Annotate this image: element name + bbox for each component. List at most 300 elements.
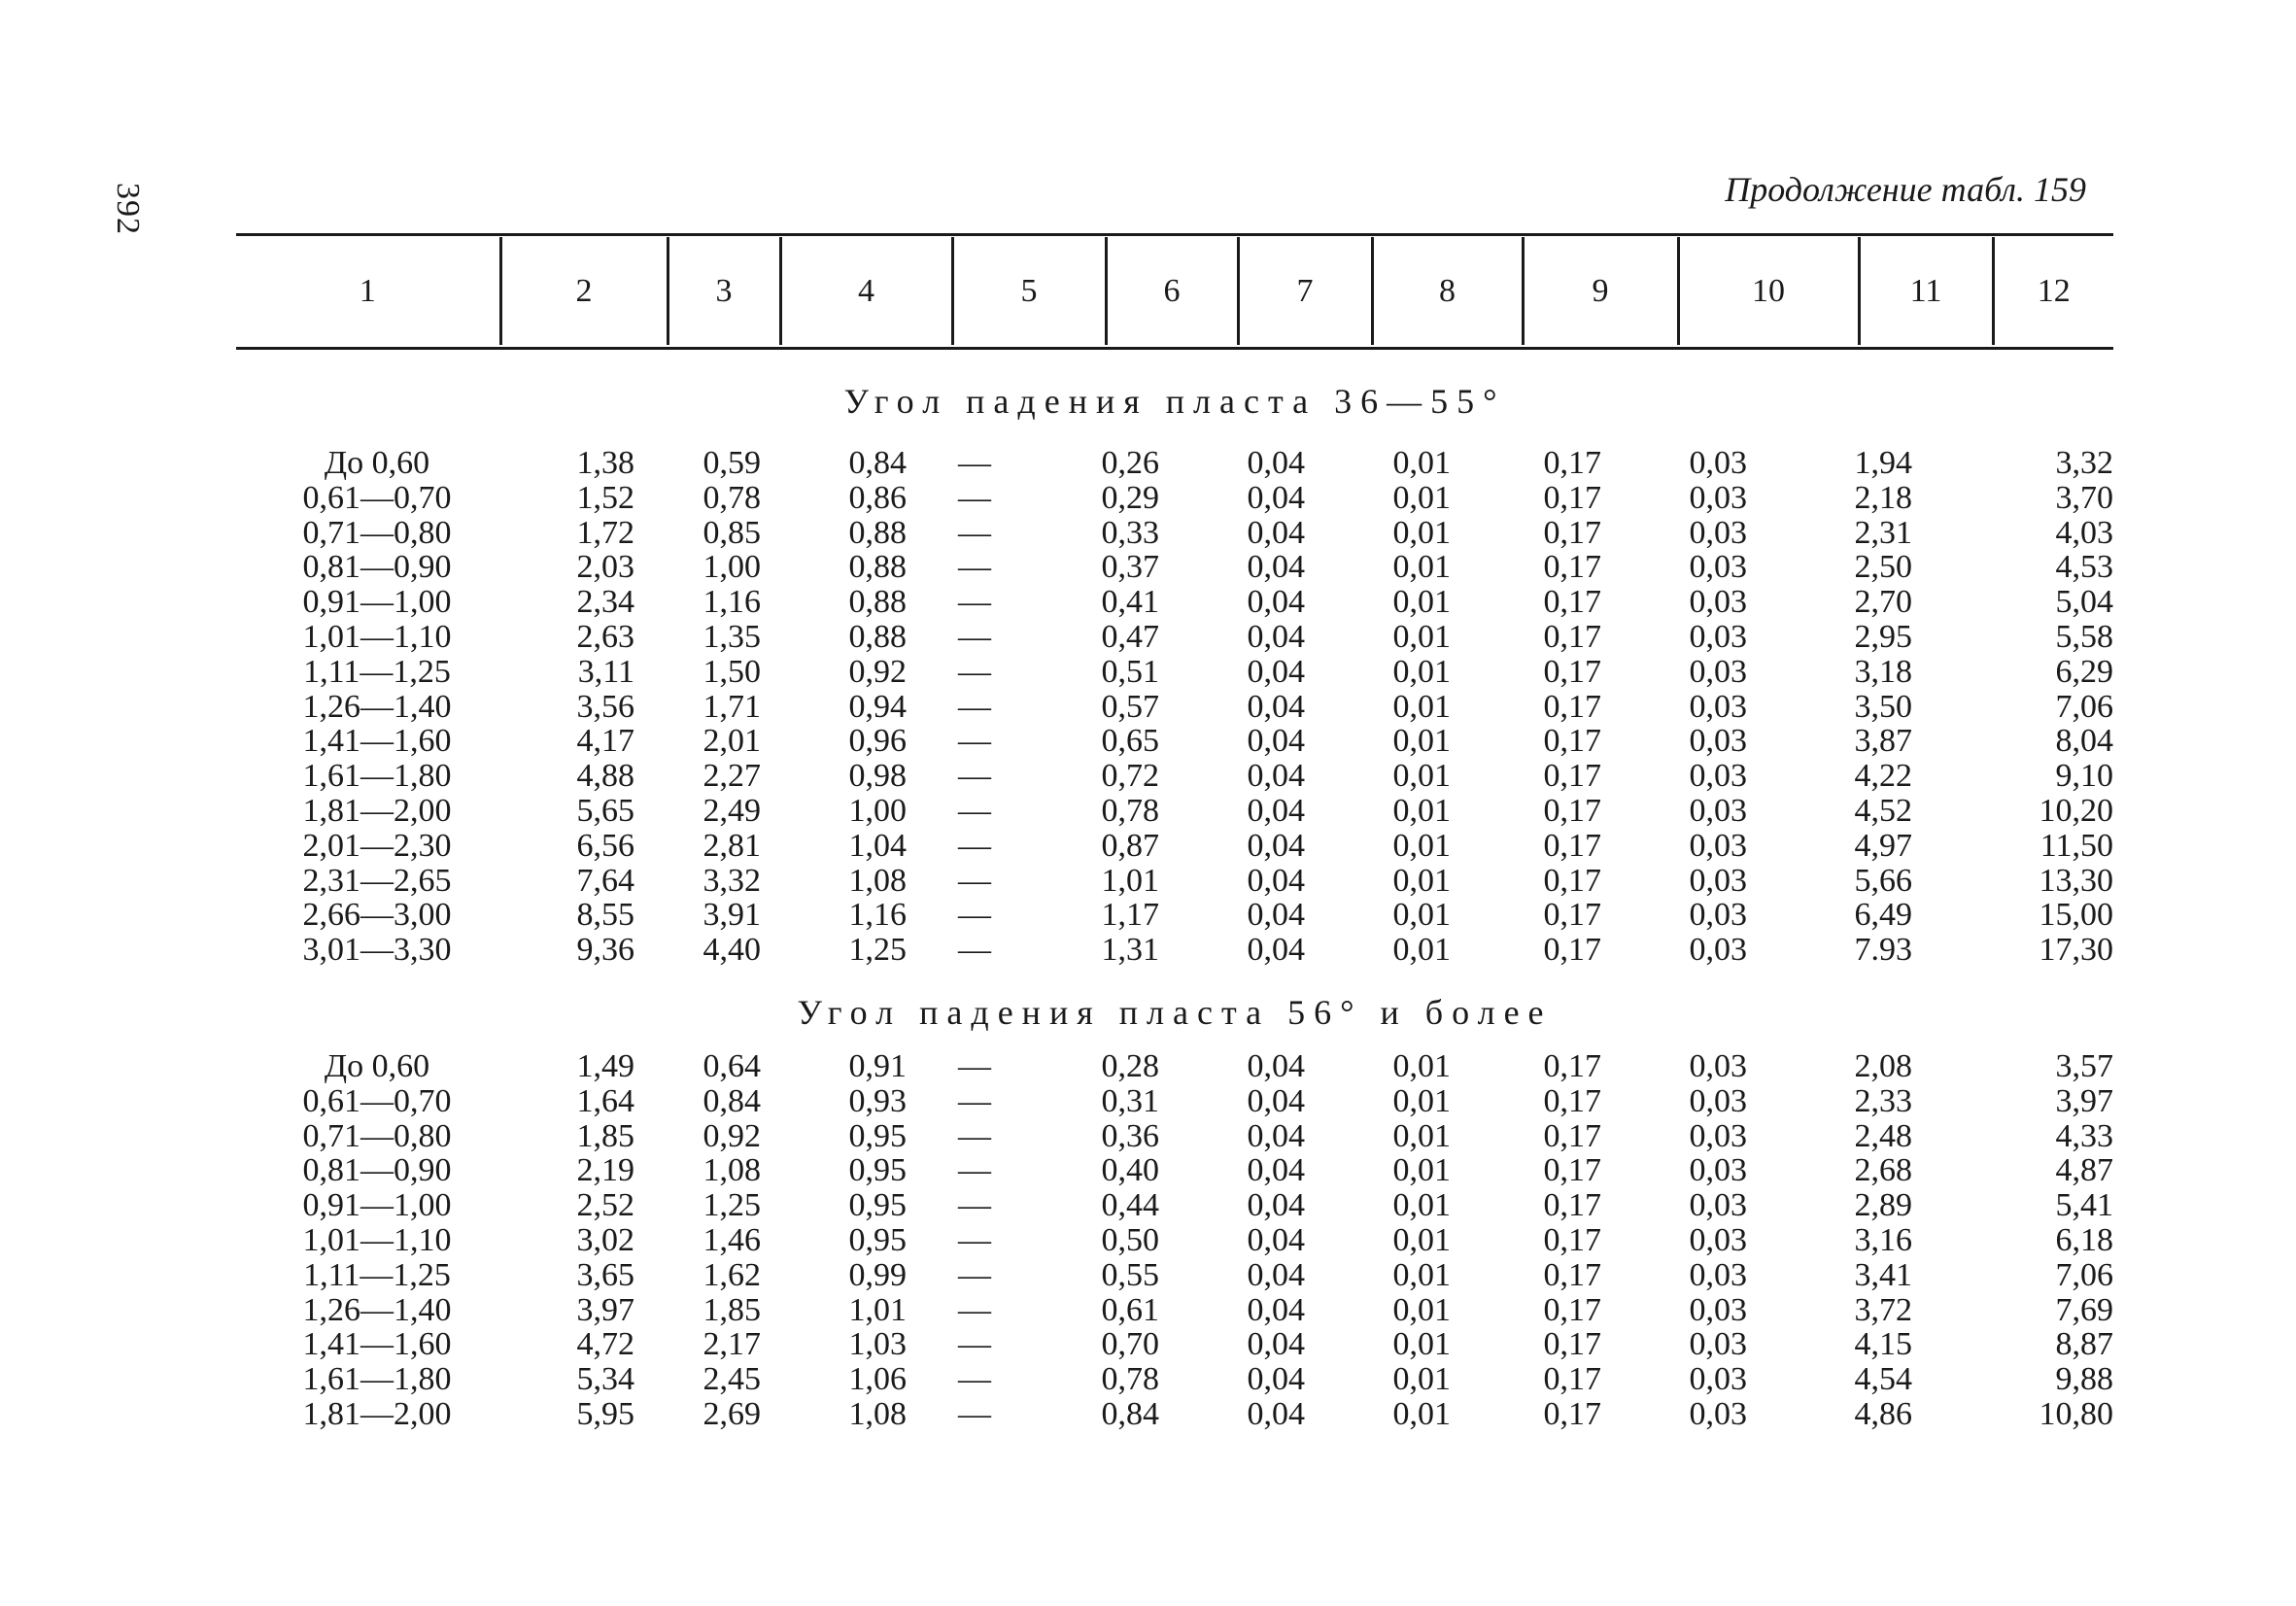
table-cell-col-3: 1,16 xyxy=(703,584,761,621)
table-cell-col-11: 2,33 xyxy=(1854,1082,1912,1119)
table-cell-col-12: 10,20 xyxy=(2039,792,2113,829)
table-cell-col-1: 1,41—1,60 xyxy=(302,1326,452,1363)
table-cell-col-11: 2,31 xyxy=(1854,514,1912,551)
table-row xyxy=(236,481,2113,516)
table-cell-col-7: 0,04 xyxy=(1247,479,1305,516)
table-cell-col-5: — xyxy=(958,932,991,969)
table-cell-col-7: 0,04 xyxy=(1247,1082,1305,1119)
table-row xyxy=(236,1223,2113,1258)
table-cell-col-5: — xyxy=(958,897,991,934)
table-cell-col-9: 0,17 xyxy=(1543,479,1601,516)
table-cell-col-12: 6,29 xyxy=(2055,653,2113,690)
table-cell-col-8: 0,01 xyxy=(1392,549,1451,586)
table-cell-col-3: 1,71 xyxy=(703,688,761,725)
table-cell-col-5: — xyxy=(958,1187,991,1224)
table-cell-col-9: 0,17 xyxy=(1543,1187,1601,1224)
column-header-3: 3 xyxy=(668,237,780,345)
table-cell-col-9: 0,17 xyxy=(1543,445,1601,481)
table-cell-col-12: 4,87 xyxy=(2055,1152,2113,1189)
table-cell-col-9: 0,17 xyxy=(1543,584,1601,621)
table-row xyxy=(236,1119,2113,1154)
table-cell-col-3: 1,25 xyxy=(703,1187,761,1224)
table-cell-col-5: — xyxy=(958,1082,991,1119)
table-row xyxy=(236,516,2113,551)
table-cell-col-5: — xyxy=(958,1395,991,1432)
table-cell-col-1: 1,61—1,80 xyxy=(302,1361,452,1398)
table-cell-col-5: — xyxy=(958,1152,991,1189)
table-cell-col-11: 2,18 xyxy=(1854,479,1912,516)
section-title: Угол падения пласта 56° и более xyxy=(797,993,1553,1032)
table-cell-col-12: 9,88 xyxy=(2055,1361,2113,1398)
table-cell-col-7: 0,04 xyxy=(1247,1117,1305,1154)
table-cell-col-10: 0,03 xyxy=(1689,758,1747,795)
table-cell-col-12: 15,00 xyxy=(2039,897,2113,934)
table-cell-col-7: 0,04 xyxy=(1247,549,1305,586)
table-cell-col-8: 0,01 xyxy=(1392,1221,1451,1258)
table-cell-col-7: 0,04 xyxy=(1247,514,1305,551)
table-cell-col-4: 0,91 xyxy=(848,1048,907,1084)
table-cell-col-4: 0,95 xyxy=(848,1117,907,1154)
table-cell-col-7: 0,04 xyxy=(1247,1361,1305,1398)
table-cell-col-6: 0,51 xyxy=(1101,653,1159,690)
table-cell-col-7: 0,04 xyxy=(1247,688,1305,725)
table-cell-col-2: 5,34 xyxy=(576,1361,634,1398)
table-cell-col-10: 0,03 xyxy=(1689,897,1747,934)
header-top-rule xyxy=(236,233,2113,236)
table-cell-col-5: — xyxy=(958,688,991,725)
table-cell-col-10: 0,03 xyxy=(1689,1117,1747,1154)
table-row xyxy=(236,1153,2113,1188)
table-cell-col-2: 4,17 xyxy=(576,723,634,760)
table-cell-col-11: 3,72 xyxy=(1854,1291,1912,1328)
table-cell-col-5: — xyxy=(958,1221,991,1258)
table-cell-col-6: 0,65 xyxy=(1101,723,1159,760)
table-cell-col-10: 0,03 xyxy=(1689,1048,1747,1084)
table-row xyxy=(236,550,2113,585)
table-cell-col-2: 2,19 xyxy=(576,1152,634,1189)
column-header-11: 11 xyxy=(1859,237,1993,345)
table-cell-col-1: 0,71—0,80 xyxy=(302,1117,452,1154)
table-cell-col-11: 1,94 xyxy=(1854,445,1912,481)
table-cell-col-3: 1,62 xyxy=(703,1256,761,1293)
table-cell-col-12: 3,57 xyxy=(2055,1048,2113,1084)
table-cell-col-7: 0,04 xyxy=(1247,653,1305,690)
table-cell-col-5: — xyxy=(958,1361,991,1398)
table-cell-col-12: 7,06 xyxy=(2055,688,2113,725)
table-cell-col-8: 0,01 xyxy=(1392,1187,1451,1224)
table-cell-col-9: 0,17 xyxy=(1543,1152,1601,1189)
table-cell-col-2: 3,02 xyxy=(576,1221,634,1258)
column-header-10: 10 xyxy=(1678,237,1859,345)
table-cell-col-2: 3,56 xyxy=(576,688,634,725)
table-cell-col-4: 0,92 xyxy=(848,653,907,690)
table-cell-col-9: 0,17 xyxy=(1543,723,1601,760)
table-cell-col-6: 0,31 xyxy=(1101,1082,1159,1119)
table-cell-col-9: 0,17 xyxy=(1543,1326,1601,1363)
table-cell-col-4: 0,98 xyxy=(848,758,907,795)
table-cell-col-9: 0,17 xyxy=(1543,897,1601,934)
table-cell-col-1: 0,81—0,90 xyxy=(302,1152,452,1189)
table-cell-col-11: 2,89 xyxy=(1854,1187,1912,1224)
table-cell-col-4: 1,01 xyxy=(848,1291,907,1328)
table-cell-col-8: 0,01 xyxy=(1392,688,1451,725)
table-cell-col-6: 0,47 xyxy=(1101,618,1159,655)
column-header-12: 12 xyxy=(1993,237,2113,345)
table-cell-col-1: 0,81—0,90 xyxy=(302,549,452,586)
table-cell-col-3: 3,91 xyxy=(703,897,761,934)
table-row xyxy=(236,1084,2113,1119)
table-cell-col-6: 0,87 xyxy=(1101,827,1159,864)
table-cell-col-10: 0,03 xyxy=(1689,723,1747,760)
table-cell-col-8: 0,01 xyxy=(1392,618,1451,655)
table-cell-col-1: 2,66—3,00 xyxy=(302,897,452,934)
table-cell-col-2: 1,52 xyxy=(576,479,634,516)
table-cell-col-6: 0,40 xyxy=(1101,1152,1159,1189)
table-cell-col-2: 1,38 xyxy=(576,445,634,481)
table-cell-col-2: 1,49 xyxy=(576,1048,634,1084)
table-cell-col-1: 1,61—1,80 xyxy=(302,758,452,795)
table-cell-col-9: 0,17 xyxy=(1543,1291,1601,1328)
column-header-4: 4 xyxy=(780,237,952,345)
table-cell-col-4: 0,84 xyxy=(848,445,907,481)
table-cell-col-5: — xyxy=(958,584,991,621)
table-cell-col-4: 1,25 xyxy=(848,932,907,969)
table-cell-col-9: 0,17 xyxy=(1543,827,1601,864)
table-cell-col-12: 4,53 xyxy=(2055,549,2113,586)
table-cell-col-3: 0,59 xyxy=(703,445,761,481)
table-cell-col-3: 2,27 xyxy=(703,758,761,795)
table-cell-col-11: 4,97 xyxy=(1854,827,1912,864)
table-row xyxy=(236,898,2113,933)
table-cell-col-6: 0,37 xyxy=(1101,549,1159,586)
table-cell-col-7: 0,04 xyxy=(1247,1395,1305,1432)
table-cell-col-10: 0,03 xyxy=(1689,1361,1747,1398)
table-cell-col-4: 1,16 xyxy=(848,897,907,934)
table-cell-col-6: 0,78 xyxy=(1101,1361,1159,1398)
table-cell-col-12: 5,41 xyxy=(2055,1187,2113,1224)
table-cell-col-8: 0,01 xyxy=(1392,653,1451,690)
table-cell-col-12: 3,97 xyxy=(2055,1082,2113,1119)
table-cell-col-1: 0,71—0,80 xyxy=(302,514,452,551)
table-cell-col-10: 0,03 xyxy=(1689,1395,1747,1432)
table-cell-col-12: 8,87 xyxy=(2055,1326,2113,1363)
table-cell-col-7: 0,04 xyxy=(1247,1256,1305,1293)
table-cell-col-3: 2,69 xyxy=(703,1395,761,1432)
table-cell-col-10: 0,03 xyxy=(1689,1082,1747,1119)
table-cell-col-5: — xyxy=(958,758,991,795)
table-cell-col-9: 0,17 xyxy=(1543,1117,1601,1154)
table-cell-col-6: 1,17 xyxy=(1101,897,1159,934)
table-cell-col-8: 0,01 xyxy=(1392,932,1451,969)
table-cell-col-11: 4,22 xyxy=(1854,758,1912,795)
table-cell-col-1: До 0,60 xyxy=(324,445,430,481)
table-cell-col-5: — xyxy=(958,1326,991,1363)
table-cell-col-11: 7.93 xyxy=(1854,932,1912,969)
table-row xyxy=(236,829,2113,864)
table-row xyxy=(236,655,2113,690)
table-cell-col-10: 0,03 xyxy=(1689,932,1747,969)
table-row xyxy=(236,1327,2113,1362)
table-cell-col-5: — xyxy=(958,1256,991,1293)
table-cell-col-11: 3,41 xyxy=(1854,1256,1912,1293)
table-cell-col-4: 0,93 xyxy=(848,1082,907,1119)
table-cell-col-6: 0,61 xyxy=(1101,1291,1159,1328)
data-table-section-1 xyxy=(236,446,2113,968)
table-cell-col-1: 1,11—1,25 xyxy=(303,1256,451,1293)
table-cell-col-2: 3,65 xyxy=(576,1256,634,1293)
table-cell-col-8: 0,01 xyxy=(1392,445,1451,481)
column-header-9: 9 xyxy=(1523,237,1678,345)
table-cell-col-2: 7,64 xyxy=(576,862,634,899)
table-cell-col-3: 1,85 xyxy=(703,1291,761,1328)
table-cell-col-9: 0,17 xyxy=(1543,792,1601,829)
table-cell-col-10: 0,03 xyxy=(1689,549,1747,586)
table-cell-col-4: 0,88 xyxy=(848,618,907,655)
table-cell-col-3: 0,85 xyxy=(703,514,761,551)
table-cell-col-5: — xyxy=(958,514,991,551)
table-cell-col-2: 2,34 xyxy=(576,584,634,621)
table-cell-col-8: 0,01 xyxy=(1392,1048,1451,1084)
table-cell-col-12: 5,58 xyxy=(2055,618,2113,655)
table-cell-col-1: 0,91—1,00 xyxy=(302,584,452,621)
table-cell-col-3: 0,92 xyxy=(703,1117,761,1154)
table-cell-col-2: 2,03 xyxy=(576,549,634,586)
table-cell-col-5: — xyxy=(958,549,991,586)
table-row xyxy=(236,1188,2113,1223)
table-cell-col-2: 9,36 xyxy=(576,932,634,969)
table-cell-col-12: 7,06 xyxy=(2055,1256,2113,1293)
table-cell-col-9: 0,17 xyxy=(1543,618,1601,655)
table-cell-col-12: 13,30 xyxy=(2039,862,2113,899)
table-cell-col-6: 1,01 xyxy=(1101,862,1159,899)
table-cell-col-11: 2,50 xyxy=(1854,549,1912,586)
table-cell-col-9: 0,17 xyxy=(1543,1221,1601,1258)
table-cell-col-1: 0,91—1,00 xyxy=(302,1187,452,1224)
table-cell-col-2: 3,97 xyxy=(576,1291,634,1328)
table-cell-col-1: 0,61—0,70 xyxy=(302,479,452,516)
table-cell-col-7: 0,04 xyxy=(1247,758,1305,795)
table-cell-col-11: 3,87 xyxy=(1854,723,1912,760)
table-cell-col-9: 0,17 xyxy=(1543,549,1601,586)
table-cell-col-1: 1,01—1,10 xyxy=(302,1221,452,1258)
table-cell-col-11: 5,66 xyxy=(1854,862,1912,899)
table-cell-col-1: 1,26—1,40 xyxy=(302,688,452,725)
table-cell-col-6: 0,36 xyxy=(1101,1117,1159,1154)
table-cell-col-1: 1,81—2,00 xyxy=(302,1395,452,1432)
table-cell-col-12: 11,50 xyxy=(2039,827,2113,864)
table-cell-col-9: 0,17 xyxy=(1543,653,1601,690)
table-cell-col-4: 0,94 xyxy=(848,688,907,725)
column-header xyxy=(236,237,2113,345)
table-cell-col-8: 0,01 xyxy=(1392,897,1451,934)
table-cell-col-3: 1,50 xyxy=(703,653,761,690)
table-cell-col-11: 3,16 xyxy=(1854,1221,1912,1258)
table-cell-col-11: 2,68 xyxy=(1854,1152,1912,1189)
table-cell-col-12: 4,03 xyxy=(2055,514,2113,551)
table-cell-col-8: 0,01 xyxy=(1392,514,1451,551)
table-cell-col-8: 0,01 xyxy=(1392,1152,1451,1189)
table-cell-col-8: 0,01 xyxy=(1392,1117,1451,1154)
table-cell-col-9: 0,17 xyxy=(1543,688,1601,725)
table-cell-col-10: 0,03 xyxy=(1689,618,1747,655)
table-cell-col-3: 2,81 xyxy=(703,827,761,864)
column-header-6: 6 xyxy=(1106,237,1238,345)
table-cell-col-2: 2,52 xyxy=(576,1187,634,1224)
table-cell-col-5: — xyxy=(958,792,991,829)
table-cell-col-7: 0,04 xyxy=(1247,1048,1305,1084)
table-cell-col-11: 2,95 xyxy=(1854,618,1912,655)
table-cell-col-7: 0,04 xyxy=(1247,584,1305,621)
table-cell-col-10: 0,03 xyxy=(1689,1221,1747,1258)
table-row xyxy=(236,690,2113,725)
table-cell-col-7: 0,04 xyxy=(1247,1326,1305,1363)
table-cell-col-5: — xyxy=(958,653,991,690)
table-cell-col-6: 1,31 xyxy=(1101,932,1159,969)
table-cell-col-8: 0,01 xyxy=(1392,723,1451,760)
table-cell-col-7: 0,04 xyxy=(1247,792,1305,829)
table-cell-col-12: 6,18 xyxy=(2055,1221,2113,1258)
table-cell-col-2: 1,72 xyxy=(576,514,634,551)
table-row xyxy=(236,1049,2113,1084)
table-cell-col-12: 8,04 xyxy=(2055,723,2113,760)
table-cell-col-9: 0,17 xyxy=(1543,932,1601,969)
table-row xyxy=(236,620,2113,655)
column-header-8: 8 xyxy=(1372,237,1523,345)
table-cell-col-7: 0,04 xyxy=(1247,723,1305,760)
table-row xyxy=(236,1258,2113,1293)
table-cell-col-2: 1,85 xyxy=(576,1117,634,1154)
table-cell-col-8: 0,01 xyxy=(1392,792,1451,829)
section-title: Угол падения пласта 36—55° xyxy=(843,382,1506,421)
table-cell-col-2: 3,11 xyxy=(577,653,634,690)
table-cell-col-5: — xyxy=(958,445,991,481)
table-cell-col-5: — xyxy=(958,1117,991,1154)
table-cell-col-10: 0,03 xyxy=(1689,1291,1747,1328)
table-cell-col-5: — xyxy=(958,862,991,899)
table-cell-col-12: 17,30 xyxy=(2039,932,2113,969)
table-cell-col-2: 1,64 xyxy=(576,1082,634,1119)
table-cell-col-3: 2,49 xyxy=(703,792,761,829)
table-cell-col-4: 1,00 xyxy=(848,792,907,829)
table-cell-col-1: 1,26—1,40 xyxy=(302,1291,452,1328)
table-cell-col-9: 0,17 xyxy=(1543,758,1601,795)
table-cell-col-9: 0,17 xyxy=(1543,1361,1601,1398)
table-cell-col-7: 0,04 xyxy=(1247,932,1305,969)
table-cell-col-8: 0,01 xyxy=(1392,584,1451,621)
table-cell-col-8: 0,01 xyxy=(1392,758,1451,795)
table-cell-col-7: 0,04 xyxy=(1247,827,1305,864)
table-cell-col-11: 3,50 xyxy=(1854,688,1912,725)
table-cell-col-3: 0,78 xyxy=(703,479,761,516)
table-cell-col-1: 0,61—0,70 xyxy=(302,1082,452,1119)
column-header-7: 7 xyxy=(1238,237,1372,345)
table-cell-col-4: 1,08 xyxy=(848,1395,907,1432)
table-cell-col-6: 0,78 xyxy=(1101,792,1159,829)
table-cell-col-4: 0,88 xyxy=(848,584,907,621)
table-cell-col-6: 0,41 xyxy=(1101,584,1159,621)
table-cell-col-4: 0,96 xyxy=(848,723,907,760)
table-cell-col-3: 0,84 xyxy=(703,1082,761,1119)
table-cell-col-4: 1,08 xyxy=(848,862,907,899)
table-cell-col-6: 0,50 xyxy=(1101,1221,1159,1258)
table-cell-col-9: 0,17 xyxy=(1543,514,1601,551)
table-cell-col-5: — xyxy=(958,827,991,864)
table-cell-col-11: 2,70 xyxy=(1854,584,1912,621)
table-cell-col-11: 4,54 xyxy=(1854,1361,1912,1398)
table-cell-col-3: 2,45 xyxy=(703,1361,761,1398)
table-cell-col-7: 0,04 xyxy=(1247,897,1305,934)
table-cell-col-11: 2,48 xyxy=(1854,1117,1912,1154)
table-cell-col-10: 0,03 xyxy=(1689,1152,1747,1189)
table-cell-col-4: 0,95 xyxy=(848,1221,907,1258)
table-cell-col-6: 0,44 xyxy=(1101,1187,1159,1224)
table-cell-col-12: 10,80 xyxy=(2039,1395,2113,1432)
table-cell-col-6: 0,55 xyxy=(1101,1256,1159,1293)
table-row xyxy=(236,1362,2113,1397)
table-cell-col-6: 0,72 xyxy=(1101,758,1159,795)
table-cell-col-10: 0,03 xyxy=(1689,827,1747,864)
table-cell-col-6: 0,33 xyxy=(1101,514,1159,551)
table-cell-col-5: — xyxy=(958,479,991,516)
table-cell-col-8: 0,01 xyxy=(1392,1361,1451,1398)
table-cell-col-2: 5,95 xyxy=(576,1395,634,1432)
table-cell-col-8: 0,01 xyxy=(1392,1395,1451,1432)
table-cell-col-4: 1,04 xyxy=(848,827,907,864)
table-cell-col-6: 0,29 xyxy=(1101,479,1159,516)
table-cell-col-1: 1,01—1,10 xyxy=(302,618,452,655)
page-number: 392 xyxy=(110,183,146,235)
table-cell-col-11: 2,08 xyxy=(1854,1048,1912,1084)
table-cell-col-1: 3,01—3,30 xyxy=(302,932,452,969)
table-row xyxy=(236,1293,2113,1328)
table-cell-col-2: 4,72 xyxy=(576,1326,634,1363)
table-row xyxy=(236,446,2113,481)
table-cell-col-12: 5,04 xyxy=(2055,584,2113,621)
table-row xyxy=(236,933,2113,968)
table-cell-col-1: 2,31—2,65 xyxy=(302,862,452,899)
table-cell-col-3: 2,17 xyxy=(703,1326,761,1363)
table-cell-col-12: 9,10 xyxy=(2055,758,2113,795)
data-table-section-2 xyxy=(236,1049,2113,1432)
header-bottom-rule xyxy=(236,347,2113,350)
table-cell-col-3: 3,32 xyxy=(703,862,761,899)
table-cell-col-11: 3,18 xyxy=(1854,653,1912,690)
table-cell-col-3: 1,00 xyxy=(703,549,761,586)
table-cell-col-7: 0,04 xyxy=(1247,1152,1305,1189)
table-cell-col-9: 0,17 xyxy=(1543,1082,1601,1119)
table-cell-col-12: 7,69 xyxy=(2055,1291,2113,1328)
table-cell-col-5: — xyxy=(958,723,991,760)
table-cell-col-7: 0,04 xyxy=(1247,1187,1305,1224)
table-cell-col-10: 0,03 xyxy=(1689,514,1747,551)
table-cell-col-2: 4,88 xyxy=(576,758,634,795)
table-cell-col-3: 2,01 xyxy=(703,723,761,760)
table-cell-col-6: 0,84 xyxy=(1101,1395,1159,1432)
table-cell-col-2: 8,55 xyxy=(576,897,634,934)
table-row xyxy=(236,864,2113,899)
table-cell-col-6: 0,70 xyxy=(1101,1326,1159,1363)
table-cell-col-11: 6,49 xyxy=(1854,897,1912,934)
table-cell-col-5: — xyxy=(958,618,991,655)
table-cell-col-1: До 0,60 xyxy=(324,1048,430,1084)
table-cell-col-10: 0,03 xyxy=(1689,688,1747,725)
table-row xyxy=(236,585,2113,620)
table-cell-col-8: 0,01 xyxy=(1392,479,1451,516)
table-cell-col-4: 0,95 xyxy=(848,1152,907,1189)
table-cell-col-8: 0,01 xyxy=(1392,862,1451,899)
table-cell-col-8: 0,01 xyxy=(1392,1082,1451,1119)
table-cell-col-3: 1,08 xyxy=(703,1152,761,1189)
